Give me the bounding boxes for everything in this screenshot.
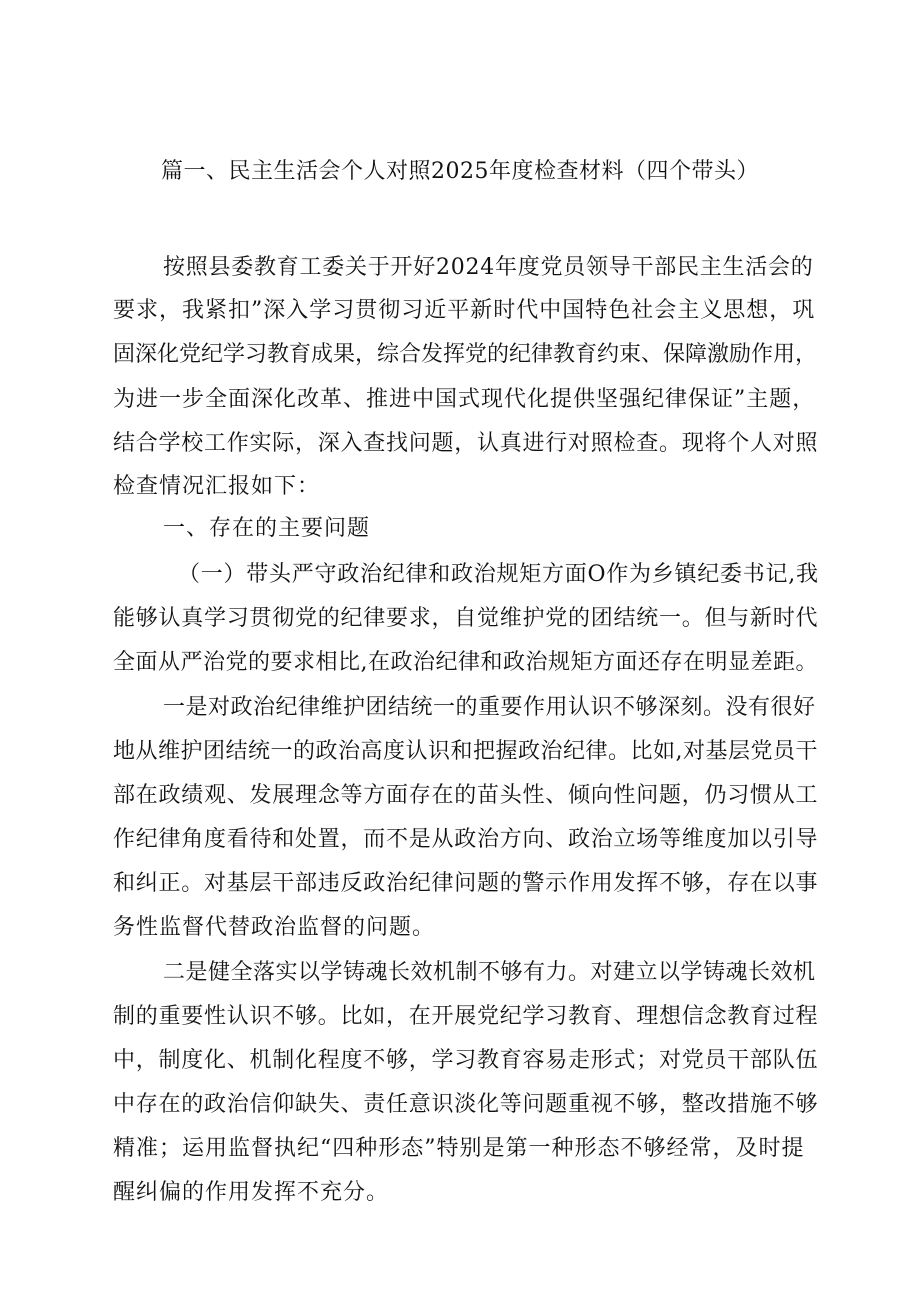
- paragraph-line: 按照县委教育工委关于开好2024年度党员领导干部民主生活会的: [163, 255, 814, 280]
- paragraph-line: 作纪律角度看待和处置，而不是从政治方向、政治立场等维度加以引导: [113, 827, 819, 852]
- paragraph-line: 部在政绩观、发展理念等方面存在的苗头性、倾向性问题，仍习惯从工: [113, 783, 819, 808]
- paragraph-line: 为进一步全面深化改革、推进中国式现代化提供坚强纪律保证”主题，: [113, 387, 816, 412]
- paragraph-line: 全面从严治党的要求相比,在政治纪律和政治规矩方面还存在明显差距。: [113, 650, 818, 675]
- subsection-heading: （一）带头严守政治纪律和政治规矩方面O作为乡镇纪委书记,我: [178, 562, 819, 587]
- document-title: 篇一、民主生活会个人对照2025年度检查材料（四个带头）: [161, 159, 759, 184]
- paragraph-line: 能够认真学习贯彻党的纪律要求，自觉维护党的团结统一。但与新时代: [113, 606, 819, 631]
- paragraph-line: 醒纠偏的作用发挥不充分。: [113, 1180, 390, 1205]
- paragraph-line: 二是健全落实以学铸魂长效机制不够有力。对建立以学铸魂长效机: [163, 960, 816, 985]
- section-heading: 一、存在的主要问题: [163, 516, 371, 541]
- paragraph-line: 检查情况汇报如下：: [113, 474, 321, 499]
- paragraph-line: 中存在的政治信仰缺失、责任意识淡化等问题重视不够，整改措施不够: [113, 1092, 819, 1117]
- paragraph-line: 制的重要性认识不够。比如，在开展党纪学习教育、理想信念教育过程: [113, 1004, 819, 1029]
- paragraph-line: 地从维护团结统一的政治高度认识和把握政治纪律。比如,对基层党员干: [113, 739, 818, 764]
- paragraph-line: 精准；运用监督执纪“四种形态”特别是第一种形态不够经常，及时提: [113, 1136, 805, 1161]
- paragraph-line: 和纠正。对基层干部违反政治纪律问题的警示作用发挥不够，存在以事: [113, 871, 819, 896]
- paragraph-line: 固深化党纪学习教育成果，综合发挥党的纪律教育约束、保障激励作用，: [113, 342, 818, 367]
- paragraph-line: 中，制度化、机制化程度不够，学习教育容易走形式；对党员干部队伍: [113, 1048, 819, 1073]
- paragraph-line: 务性监督代替政治监督的问题。: [113, 915, 436, 940]
- paragraph-line: 一是对政治纪律维护团结统一的重要作用认识不够深刻。没有很好: [163, 695, 816, 720]
- paragraph-line: 要求，我紧扣”深入学习贯彻习近平新时代中国特色社会主义思想，巩: [113, 298, 816, 323]
- paragraph-line: 结合学校工作实际，深入查找问题，认真进行对照检查。现将个人对照: [113, 431, 819, 456]
